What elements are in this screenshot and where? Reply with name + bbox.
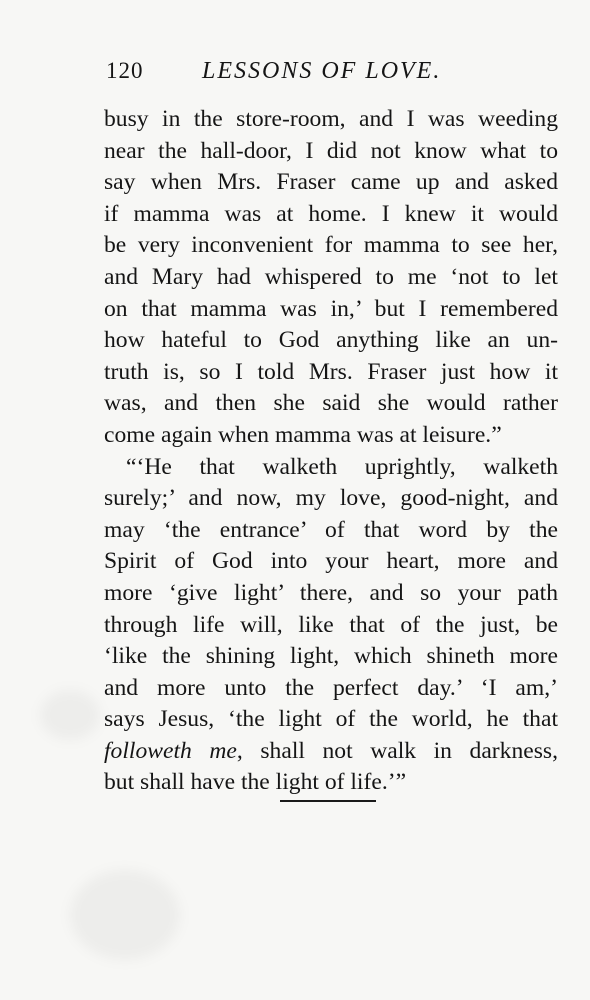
text-segment: Spirit of God into your heart, more and [104, 548, 558, 575]
text-line [104, 452, 558, 484]
paragraph [104, 104, 558, 452]
text-line [104, 262, 558, 294]
text-line [104, 483, 558, 515]
text-line [104, 767, 558, 799]
text-line [104, 104, 558, 136]
text-line [104, 641, 558, 673]
text-line [104, 230, 558, 262]
text-line [104, 388, 558, 420]
text-segment: truth is, so I told Mrs. Fraser just how it [104, 358, 558, 385]
text-line [104, 167, 558, 199]
text-segment: how hateful to God anything like an un- [104, 327, 558, 354]
text-segment: through life will, like that of the just, be [104, 611, 558, 638]
text-segment: was, and then she said she would rather [104, 390, 558, 417]
text-line [104, 199, 558, 231]
page-smudge [40, 690, 100, 740]
text-line [104, 136, 558, 168]
text-segment: “‘He that walketh uprightly, walketh [126, 453, 558, 480]
text-segment: if mamma was at home. I knew it would [104, 200, 558, 227]
text-line [104, 736, 558, 768]
text-segment: says Jesus, ‘the light of the world, he that [104, 706, 558, 733]
text-segment: but shall have the light of life.’” [104, 769, 407, 796]
text-line [104, 325, 558, 357]
page-number: 120 [106, 58, 144, 83]
paragraph [104, 452, 558, 800]
text-line [104, 610, 558, 642]
text-segment: say when Mrs. Fraser came up and asked [104, 169, 558, 196]
text-line [104, 420, 558, 452]
text-line [104, 294, 558, 326]
text-segment: and more unto the perfect day.’ ‘I am,’ [104, 674, 558, 701]
page-smudge [70, 870, 180, 960]
text-segment: be very inconvenient for mamma to see her, [104, 232, 558, 259]
text-line [104, 578, 558, 610]
text-segment: may ‘the entrance’ of that word by the [104, 516, 558, 543]
text-line [104, 515, 558, 547]
section-end-rule [280, 800, 376, 802]
text-segment: , shall not walk in darkness, [236, 737, 558, 764]
body-text [104, 104, 558, 799]
text-segment: come again when mamma was at leisure.” [104, 421, 502, 448]
page-header [106, 58, 478, 90]
text-line [104, 357, 558, 389]
text-segment: busy in the store-room, and I was weeding [104, 106, 558, 132]
text-line [104, 673, 558, 705]
text-line [104, 704, 558, 736]
italic-phrase: followeth me [104, 737, 237, 764]
text-segment: and Mary had whispered to me ‘not to let [104, 263, 558, 290]
text-segment: near the hall-door, I did not know what to [104, 137, 558, 164]
running-title: LESSONS OF LOVE. [202, 58, 442, 84]
text-segment: on that mamma was in,’ but I remembered [104, 295, 558, 322]
text-segment: more ‘give light’ there, and so your path [104, 579, 558, 606]
text-segment: ‘like the shining light, which shineth more [104, 643, 558, 670]
text-segment: surely;’ and now, my love, good-night, and [104, 485, 558, 512]
text-line [104, 546, 558, 578]
